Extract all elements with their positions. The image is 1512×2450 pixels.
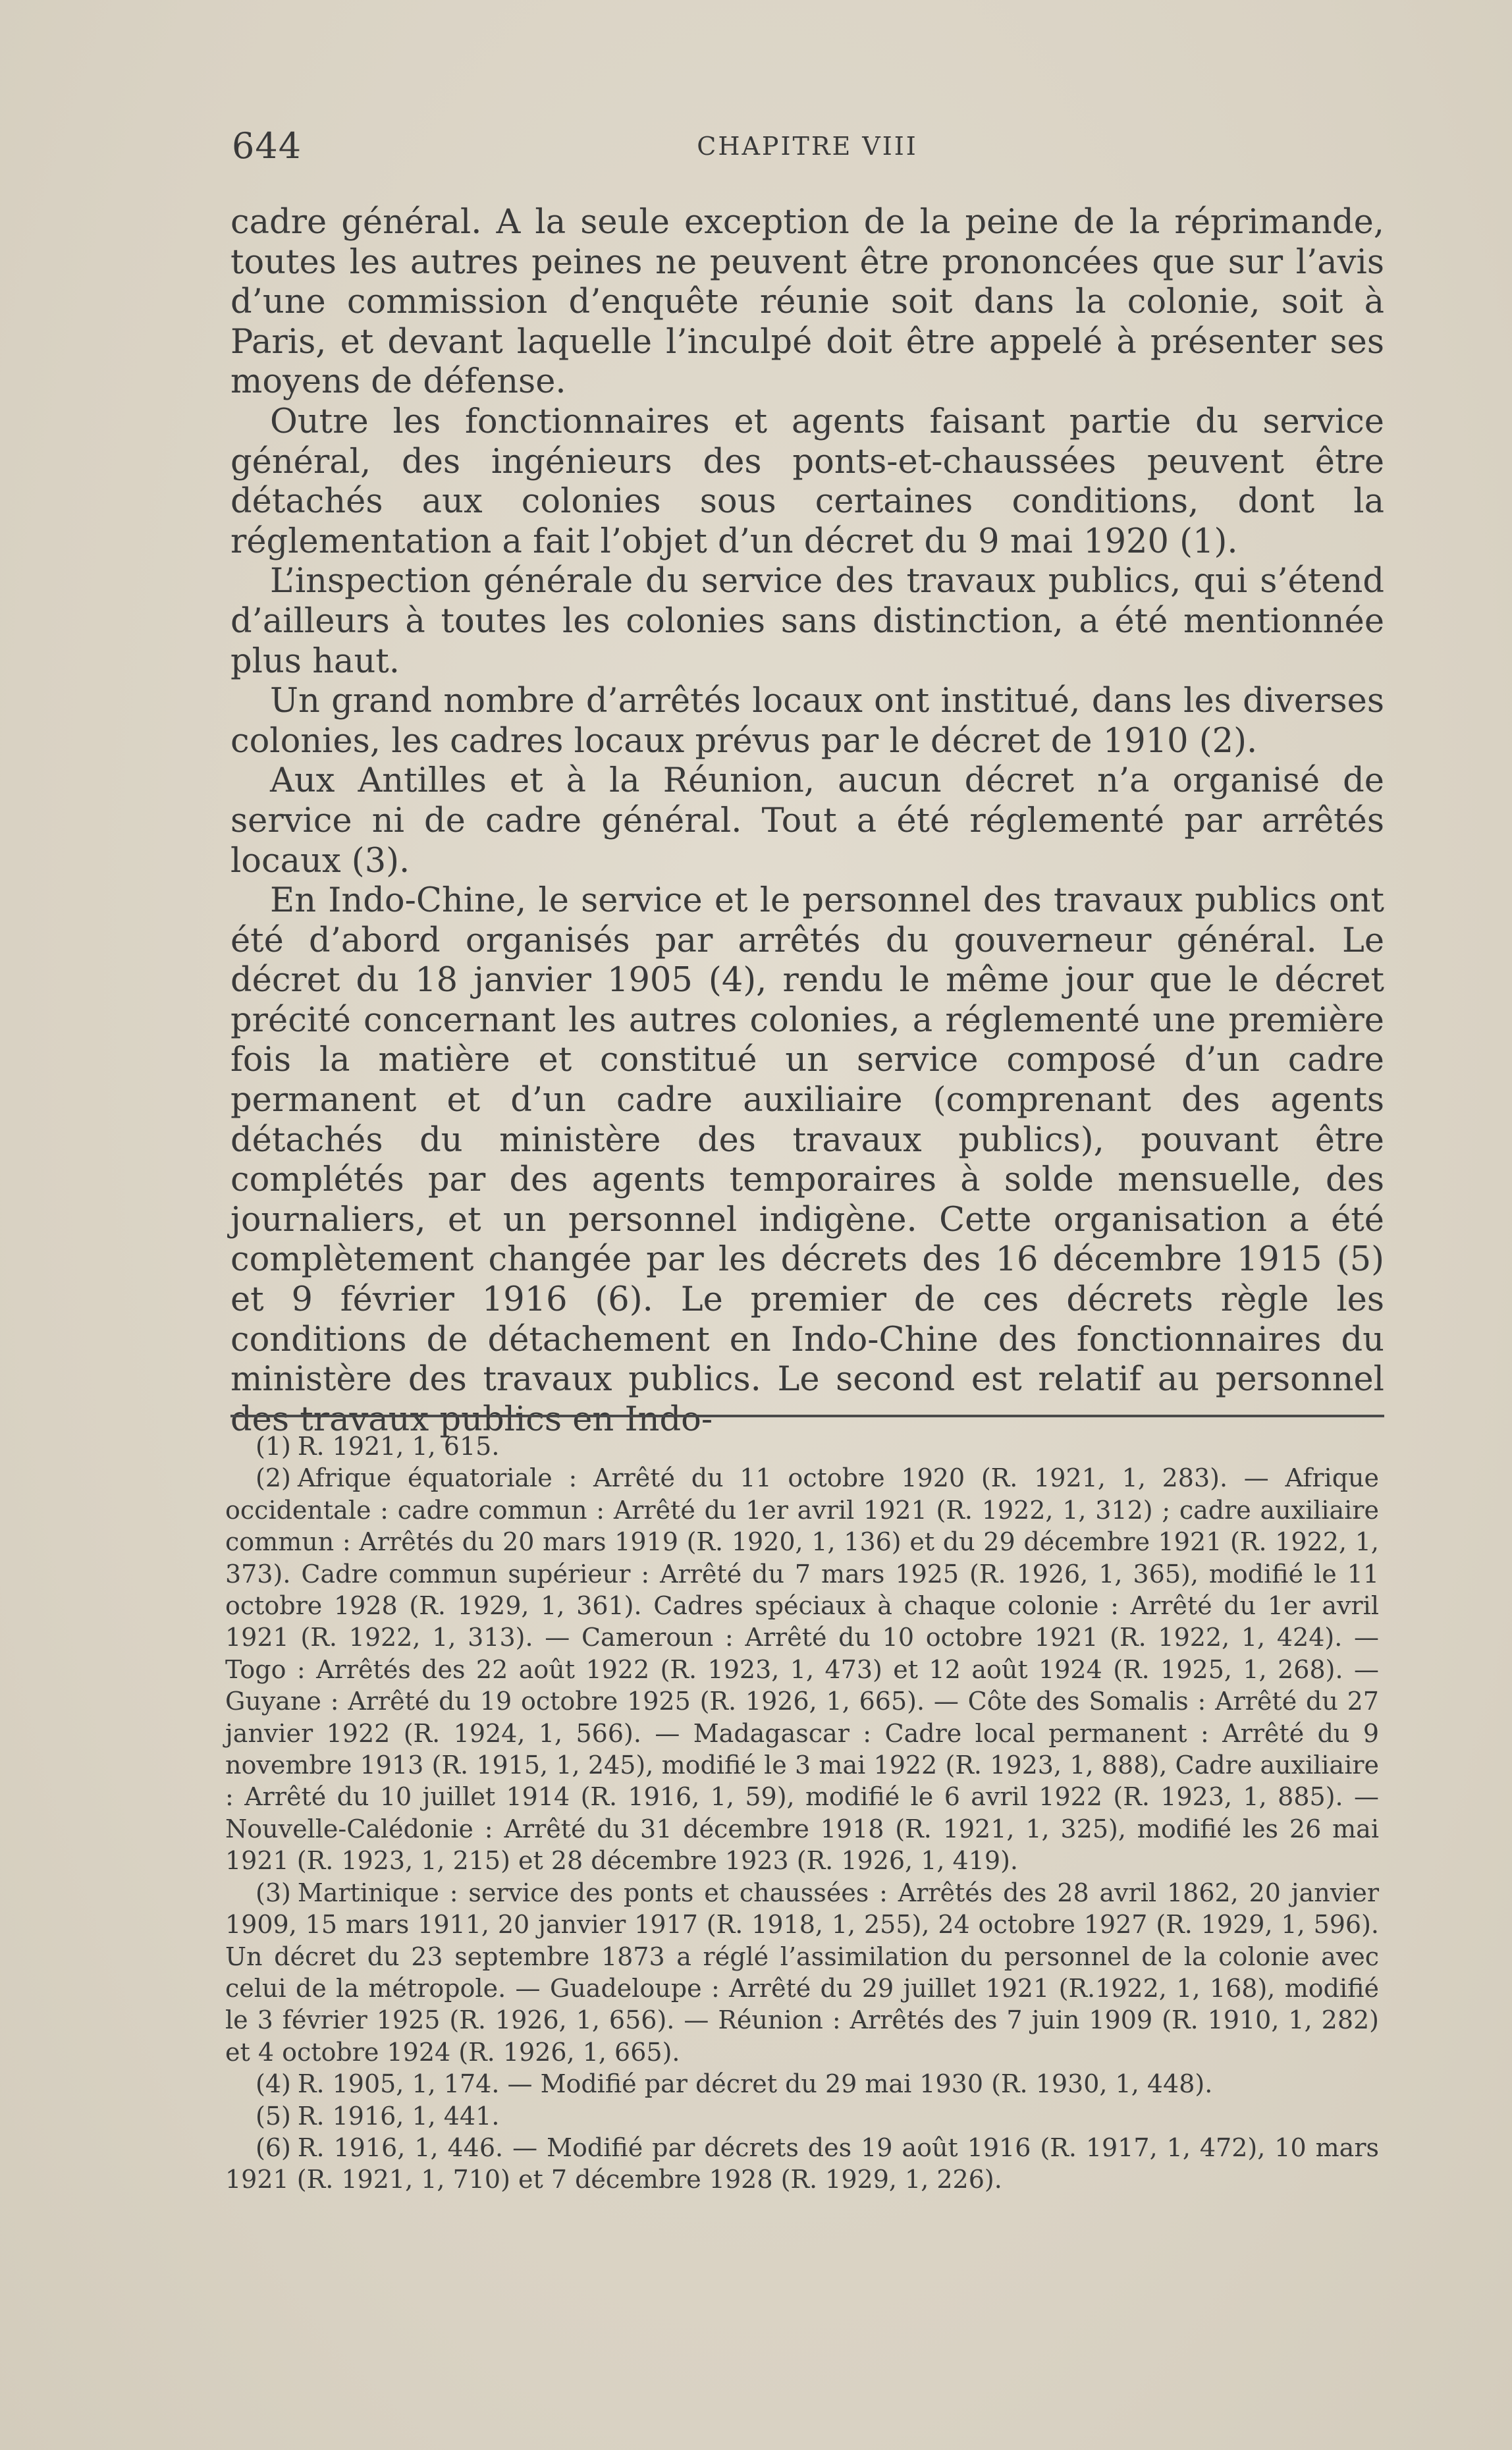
footnote-label: (6)	[256, 2133, 291, 2162]
paragraph: L’inspection générale du service des travaux publics, qui s’étend d’ailleurs à toutes les colonies sans distinction, a été mentionnée plus haut.	[230, 562, 1384, 681]
footnote-label: (4)	[256, 2069, 291, 2099]
footnote-label: (2)	[256, 1463, 291, 1493]
paragraph: Un grand nombre d’arrêtés locaux ont institué, dans les diverses colonies, les cadres locaux prévus par le décret de 1910 (2).	[230, 682, 1384, 761]
page-number: 644	[232, 125, 302, 167]
footnote-text: R. 1916, 1, 446. — Modifié par décrets des 19 août 1916 (R. 1917, 1, 472), 10 mars 1921 (R. 1921, 1, 710) et 7 décembre 1928 (R. 1929, 1, 226).	[225, 2133, 1379, 2194]
footnotes	[225, 1430, 1379, 2196]
footnote-label: (1)	[256, 1432, 291, 1461]
footnote-text: R. 1921, 1, 615.	[297, 1432, 500, 1461]
footnote-text: R. 1916, 1, 441.	[297, 2101, 500, 2131]
footnote	[225, 1462, 1379, 1876]
main-text	[230, 203, 1384, 1440]
footnote	[225, 1877, 1379, 2068]
footnote	[225, 2100, 1379, 2132]
footnote	[225, 2068, 1379, 2100]
paragraph: En Indo-Chine, le service et le personnel des travaux publics ont été d’abord organisés par arrêtés du gouverneur général. Le décret du 18 janvier 1905 (4), rendu le même jour que le décret précité concernant les autres colonies, a réglementé une première fois la matière et constitué un service composé d’un cadre permanent et d’un cadre auxiliaire (comprenant des agents détachés du ministère des travaux publics), pouvant être complétés par des agents temporaires à solde mensuelle, des journaliers, et un personnel indigène. Cette organisation a été complètement changée par les décrets des 16 décembre 1915 (5) et 9 février 1916 (6). Le premier de ces décrets règle les conditions de détachement en Indo-Chine des fonctionnaires du ministère des travaux publics. Le second est relatif au personnel des travaux publics en Indo-	[230, 881, 1384, 1439]
footnote-text: R. 1905, 1, 174. — Modifié par décret du 29 mai 1930 (R. 1930, 1, 448).	[297, 2069, 1213, 2099]
paragraph: Outre les fonctionnaires et agents faisant partie du service général, des ingénieurs des ponts-et-chaussées peuvent être détachés aux colonies sous certaines conditions, dont la réglementation a fait l’objet d’un décret du 9 mai 1920 (1).	[230, 402, 1384, 561]
running-head: CHAPITRE VIII	[697, 132, 918, 161]
footnote-text: Afrique équatoriale : Arrêté du 11 octobre 1920 (R. 1921, 1, 283). — Afrique occidentale : cadre commun : Arrêté du 1er avril 1921 (R. 1922, 1, 312) ; cadre auxiliaire commun : Arrêtés du 20 mars 1919 (R. 1920, 1, 136) et du 29 décembre 1921 (R. 1922, 1, 373). Cadre commun supérieur : Arrêté du 7 mars 1925 (R. 1926, 1, 365), modifié le 11 octobre 1928 (R. 1929, 1, 361). Cadres spéciaux à chaque colonie : Arrêté du 1er avril 1921 (R. 1922, 1, 313). — Cameroun : Arrêté du 10 octobre 1921 (R. 1922, 1, 424). — Togo : Arrêtés des 22 août 1922 (R. 1923, 1, 473) et 12 août 1924 (R. 1925, 1, 268). — Guyane : Arrêté du 19 octobre 1925 (R. 1926, 1, 665). — Côte des Somalis : Arrêté du 27 janvier 1922 (R. 1924, 1, 566). — Madagascar : Cadre local permanent : Arrêté du 9 novembre 1913 (R. 1915, 1, 245), modifié le 3 mai 1922 (R. 1923, 1, 888), Cadre auxiliaire : Arrêté du 10 juillet 1914 (R. 1916, 1, 59), modifié le 6 avril 1922 (R. 1923, 1, 885). — Nouvelle-Calédonie : Arrêté du 31 décembre 1918 (R. 1921, 1, 325), modifié les 26 mai 1921 (R. 1923, 1, 215) et 28 décembre 1923 (R. 1926, 1, 419).	[225, 1463, 1379, 1876]
footnote	[225, 2132, 1379, 2196]
footnote	[225, 1430, 1379, 1462]
footnote-divider	[230, 1415, 1384, 1417]
footnote-label: (5)	[256, 2101, 291, 2131]
footnote-label: (3)	[256, 1878, 291, 1907]
paragraph: Aux Antilles et à la Réunion, aucun décret n’a organisé de service ni de cadre général. Tout a été réglementé par arrêtés locaux (3).	[230, 761, 1384, 881]
page-header	[232, 125, 1383, 171]
paragraph: cadre général. A la seule exception de la peine de la réprimande, toutes les autres peines ne peuvent être prononcées que sur l’avis d’une commission d’enquête réunie soit dans la colonie, soit à Paris, et devant laquelle l’inculpé doit être appelé à présenter ses moyens de défense.	[230, 203, 1384, 402]
footnote-text: Martinique : service des ponts et chaussées : Arrêtés des 28 avril 1862, 20 janvier 1909, 15 mars 1911, 20 janvier 1917 (R. 1918, 1, 255), 24 octobre 1927 (R. 1929, 1, 596). Un décret du 23 septembre 1873 a réglé l’assimilation du personnel de la colonie avec celui de la métropole. — Guadeloupe : Arrêté du 29 juillet 1921 (R.1922, 1, 168), modifié le 3 février 1925 (R. 1926, 1, 656). — Réunion : Arrêtés des 7 juin 1909 (R. 1910, 1, 282) et 4 octobre 1924 (R. 1926, 1, 665).	[225, 1878, 1379, 2067]
